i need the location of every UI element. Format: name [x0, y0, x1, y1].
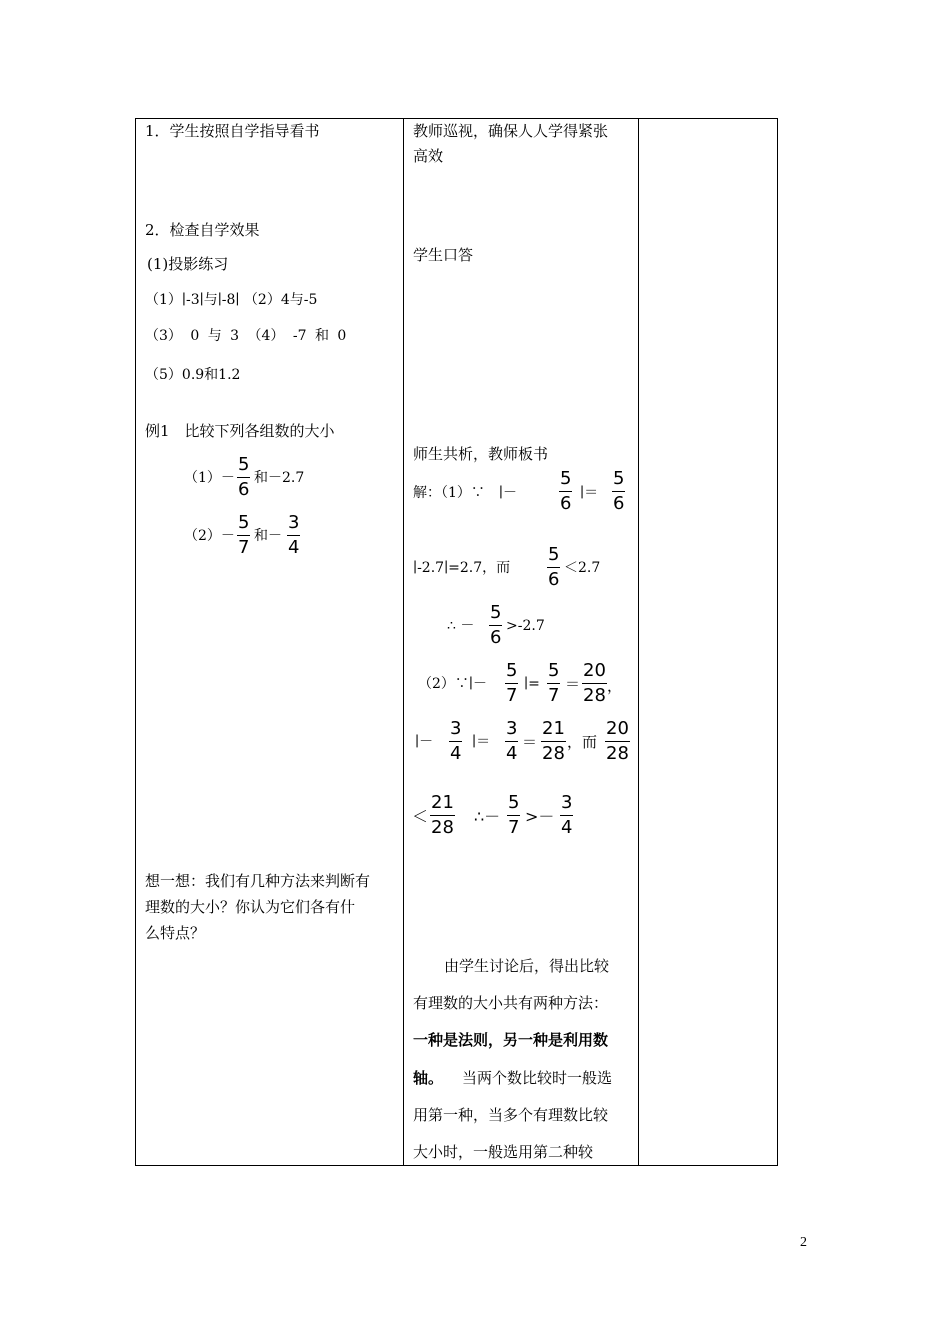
- joint-analysis: 师生共析，教师板书: [413, 445, 549, 463]
- solution-3-suffix: >-2.7: [506, 618, 545, 634]
- exercise-line-1: （1）∣-3∣与∣-8∣ （2）4与-5: [145, 292, 318, 308]
- question-2-fraction-2: $\frac{3}{4}$: [288, 512, 300, 558]
- solution-5-fraction-2: $\frac{3}{4}$: [506, 718, 518, 764]
- left-item-2: 2．检查自学效果: [145, 221, 260, 239]
- think-line-1: 想一想：我们有几种方法来判断有: [145, 872, 371, 890]
- solution-6-mid-2: >－: [525, 807, 555, 826]
- solution-6-mid-1: ∴－: [474, 807, 501, 826]
- discussion-line-6: 大小时，一般选用第二种较: [413, 1143, 594, 1161]
- think-line-3: 么特点？: [145, 924, 206, 942]
- solution-4-fraction-1: $\frac{5}{7}$: [506, 660, 518, 706]
- discussion-line-1: 由学生讨论后，得出比较: [444, 957, 610, 975]
- solution-2-suffix: ＜2.7: [564, 560, 601, 576]
- column-divider-2: [638, 118, 639, 1166]
- solution-5-mid-1: ∣＝: [472, 734, 491, 750]
- teacher-note-line-2: 高效: [413, 147, 444, 165]
- solution-3-prefix: ∴ －: [447, 618, 475, 634]
- solution-4-prefix: （2）∵∣－: [418, 676, 487, 692]
- question-2-prefix: （2）－: [184, 528, 235, 544]
- discussion-line-3: 一种是法则，另一种是利用数: [413, 1031, 609, 1049]
- solution-3-fraction: $\frac{5}{6}$: [490, 602, 502, 648]
- solution-5-mid-2: ＝: [522, 733, 538, 751]
- teacher-note-line-1: 教师巡视，确保人人学得紧张: [413, 122, 609, 140]
- example-title: 例1 比较下列各组数的大小: [145, 422, 335, 440]
- solution-4-suffix: ，: [607, 677, 623, 695]
- solution-2-prefix: ∣-2.7∣=2.7，而: [413, 560, 511, 576]
- exercise-line-3: （5）0.9和1.2: [145, 367, 241, 383]
- solution-5-fraction-4: $\frac{20}{28}$: [606, 718, 629, 764]
- solution-5-fraction-1: $\frac{3}{4}$: [450, 718, 462, 764]
- discussion-line-5: 用第一种，当多个有理数比较: [413, 1106, 609, 1124]
- left-item-3: (1)投影练习: [147, 255, 229, 273]
- discussion-line-2: 有理数的大小共有两种方法：: [413, 994, 609, 1012]
- column-divider-1: [403, 118, 404, 1166]
- exercise-line-2: （3） 0 与 3 （4） -7 和 0: [145, 328, 347, 344]
- solution-6-fraction-3: $\frac{3}{4}$: [561, 792, 573, 838]
- solution-1-equals: ∣＝: [580, 485, 599, 501]
- solution-6-fraction-2: $\frac{5}{7}$: [508, 792, 520, 838]
- solution-6-prefix: ＜: [412, 807, 429, 826]
- solution-4-fraction-2: $\frac{5}{7}$: [548, 660, 560, 706]
- solution-4-mid-1: ∣=: [524, 676, 540, 692]
- solution-4-fraction-3: $\frac{20}{28}$: [583, 660, 606, 706]
- solution-1-prefix: 解：（1）∵ ∣－: [413, 485, 517, 501]
- solution-6-fraction-1: $\frac{21}{28}$: [431, 792, 454, 838]
- discussion-line-4-bold: 轴。: [413, 1069, 444, 1087]
- student-answer: 学生口答: [413, 246, 474, 264]
- left-item-1: 1．学生按照自学指导看书: [145, 122, 320, 140]
- solution-5-mid-3: ，而: [567, 733, 598, 751]
- page-number: 2: [800, 1235, 807, 1250]
- question-1-prefix: （1）－: [184, 470, 235, 486]
- think-line-2: 理数的大小？你认为它们各有什: [145, 898, 356, 916]
- question-2-fraction-1: $\frac{5}{7}$: [238, 512, 250, 558]
- question-1-fraction: $\frac{5}{6}$: [238, 454, 250, 500]
- solution-4-mid-2: ＝: [565, 675, 581, 693]
- solution-5-prefix: ∣－: [415, 734, 434, 750]
- question-2-mid: 和－: [254, 528, 282, 544]
- solution-2-fraction: $\frac{5}{6}$: [548, 544, 560, 590]
- solution-1-fraction-1: $\frac{5}{6}$: [560, 468, 572, 514]
- solution-5-fraction-3: $\frac{21}{28}$: [542, 718, 565, 764]
- question-1-suffix: 和－2.7: [254, 470, 305, 486]
- solution-1-fraction-2: $\frac{5}{6}$: [613, 468, 625, 514]
- discussion-line-4: 当两个数比较时一般选: [462, 1069, 613, 1087]
